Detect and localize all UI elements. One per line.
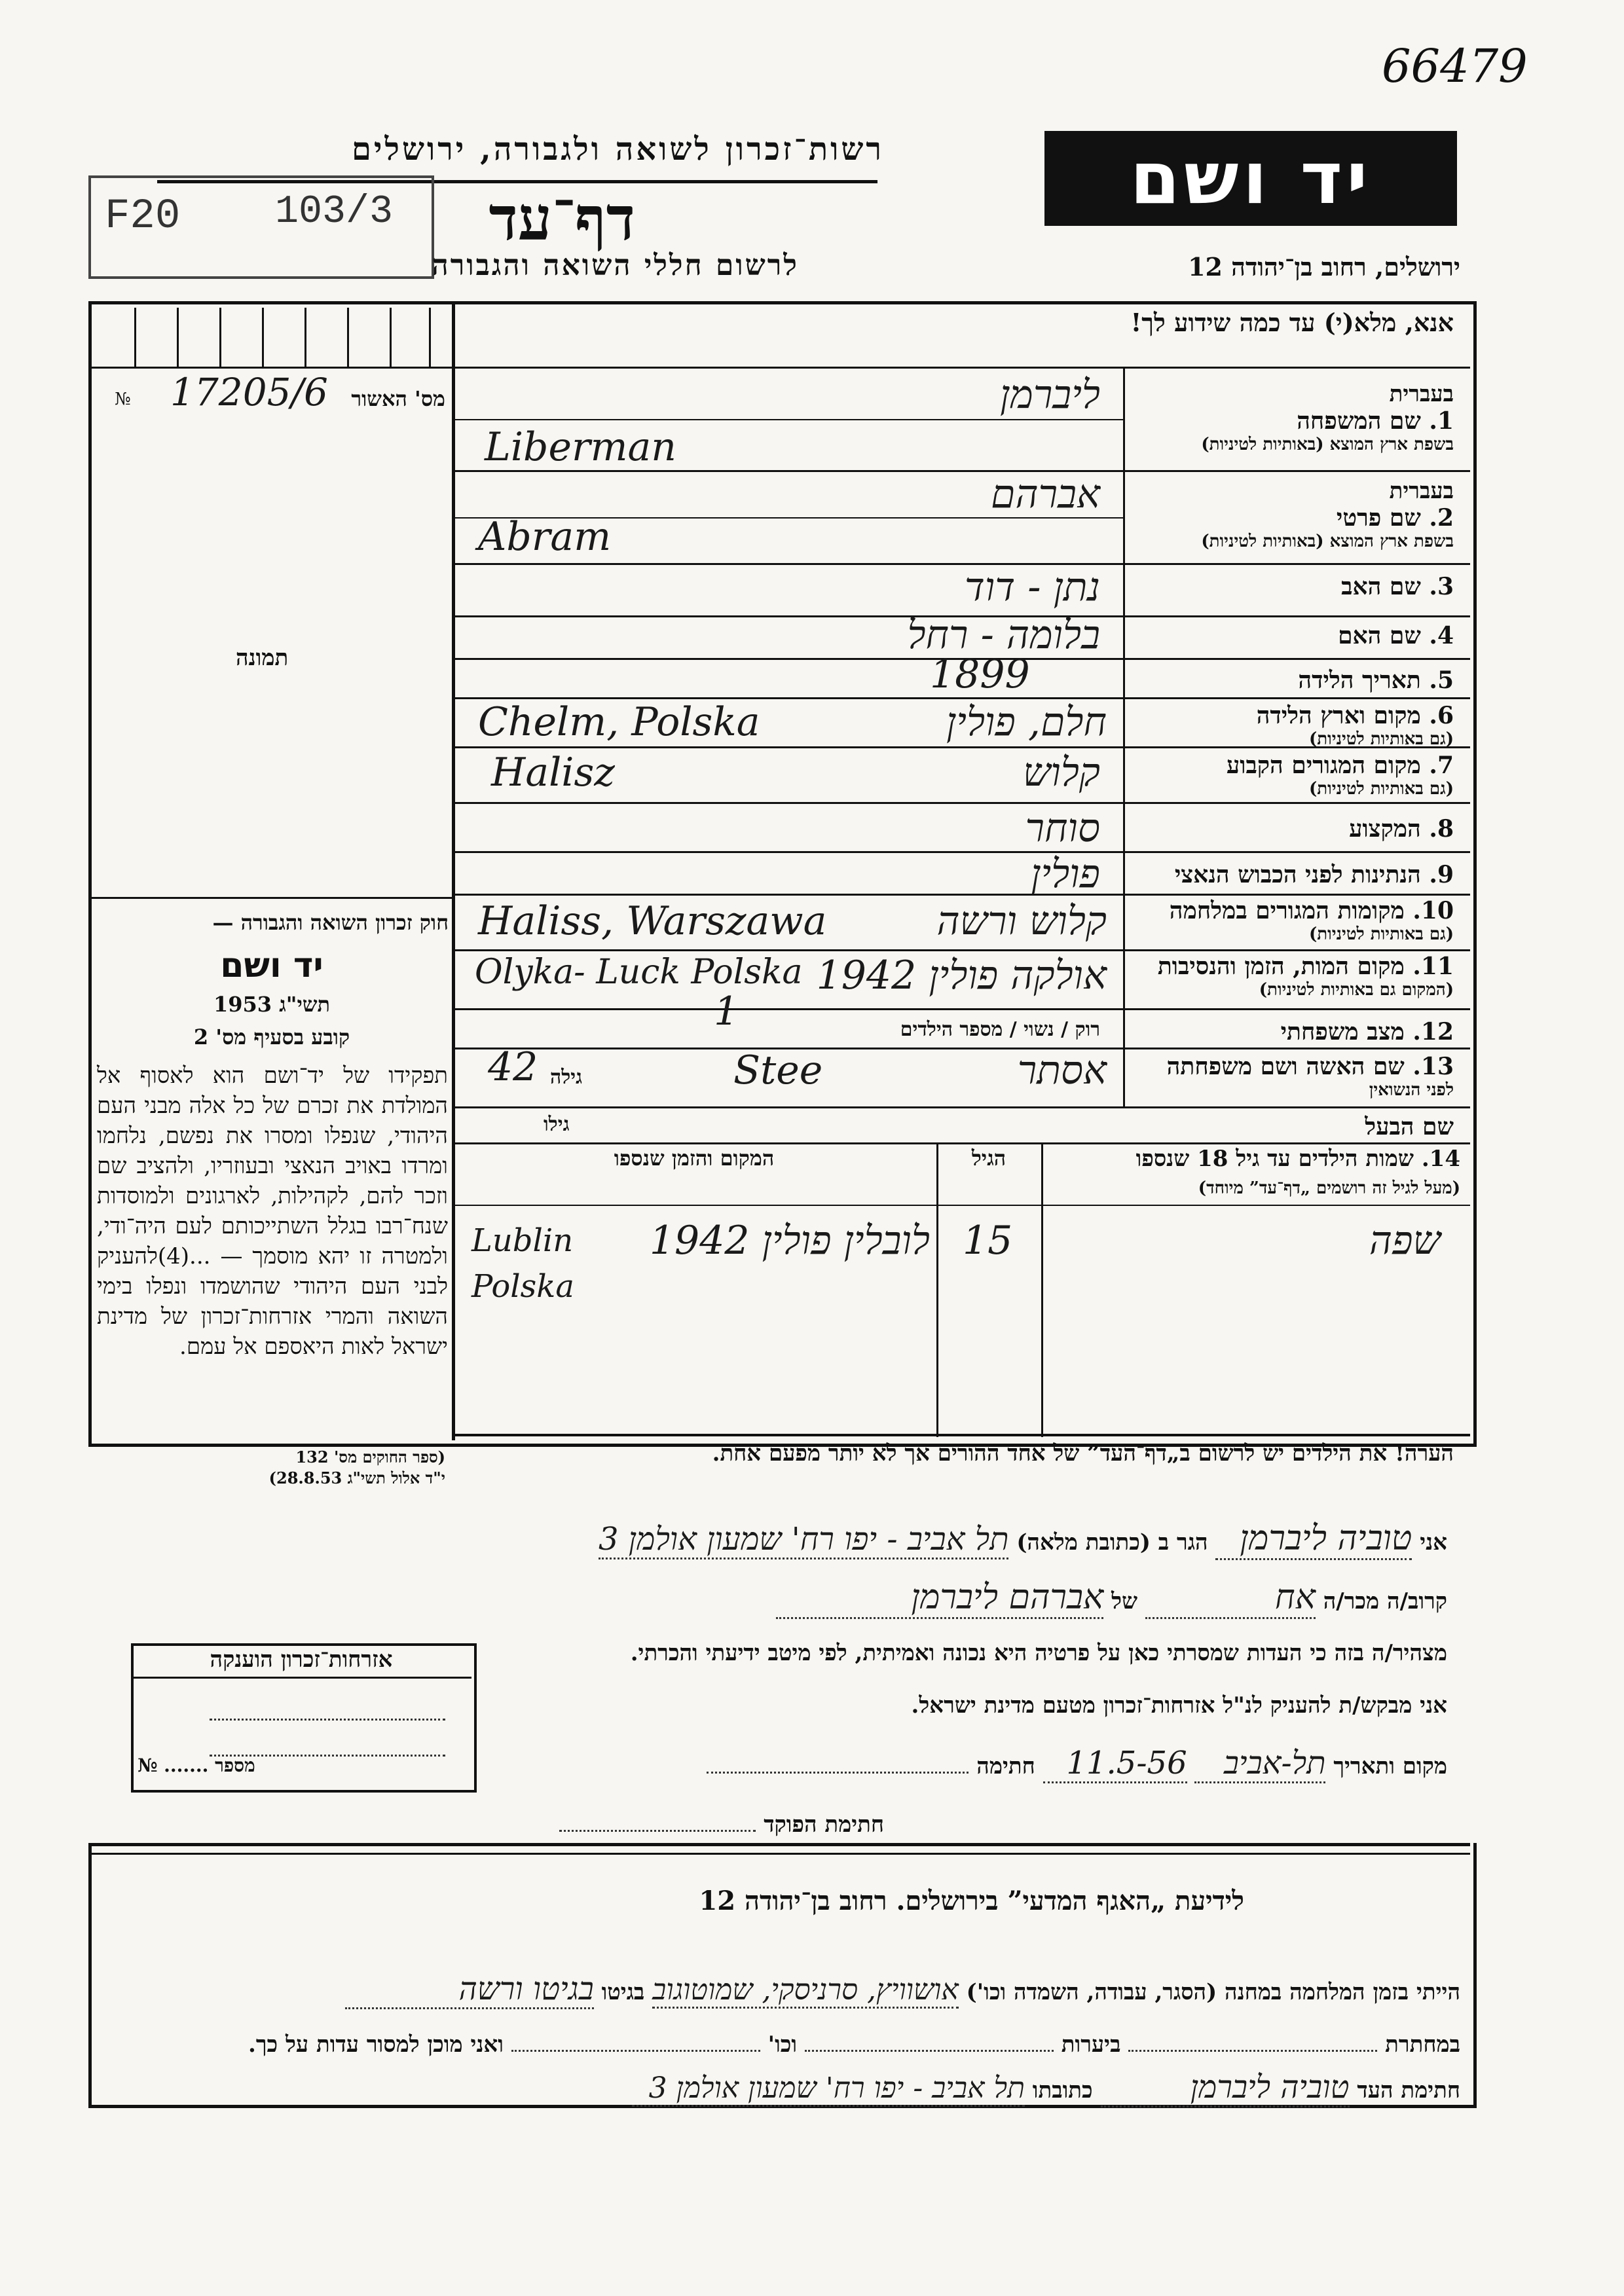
residence-latin: Halisz — [491, 750, 615, 795]
children-column-divider — [1041, 1142, 1043, 1437]
underground-line — [98, 2026, 1460, 2058]
children-number: 14. — [1421, 1146, 1460, 1172]
field-11-number: 11. — [1412, 953, 1454, 980]
children-count: 1 — [714, 989, 739, 1034]
field-9-number: 9. — [1429, 861, 1454, 888]
approval-number: 17205/6 — [170, 370, 328, 414]
medal-no-sign: № — [138, 1755, 158, 1776]
declaration-request: אני מבקש/ת להעניק לנ"ל אזרחות־זכרון מטעם מדינת ישראל. — [911, 1692, 1447, 1719]
medal-dotline — [210, 1719, 445, 1721]
field-4-label — [1113, 622, 1454, 649]
organization-line: רשות־זכרון לשואה ולגבורה, ירושלים — [351, 131, 884, 168]
relative-label: קרוב/ה מכר/ה — [1323, 1588, 1447, 1614]
child-death-place-hebrew: לובלין פולין 1942 — [649, 1218, 930, 1264]
residence-hebrew: קלוש — [1022, 750, 1100, 795]
field-5-label — [1113, 666, 1454, 694]
row-line — [455, 802, 1470, 804]
intro-instruction: אנא, מלא(י) עד כמה שידוע לך! — [1130, 308, 1454, 337]
law-reference-1: (ספר החוקים מס' 132 — [295, 1448, 445, 1467]
box-tick — [304, 308, 306, 367]
field-3-label — [1113, 573, 1454, 600]
death-place-latin: Olyka- Luck Polska — [475, 953, 803, 992]
family-name-latin: Liberman — [485, 424, 676, 470]
official-signature-label: חתימת הפוקד — [764, 1812, 884, 1838]
of-label: של — [1111, 1588, 1138, 1614]
wartime-residence-hebrew: קלוש ורשה — [936, 898, 1107, 944]
top-boxes-line — [92, 367, 452, 369]
birth-place-hebrew: חלם, פולין — [946, 699, 1107, 745]
field-12-title: מצב משפחתי — [1280, 1018, 1405, 1046]
medal-number-label: מספר — [215, 1755, 255, 1776]
children-header-line — [455, 1142, 1470, 1144]
children-age-header: הגיל — [971, 1146, 1006, 1171]
note-line — [455, 1434, 1470, 1436]
children-column-divider — [936, 1142, 938, 1437]
field-8-number: 8. — [1429, 815, 1454, 843]
declaration-statement: מצהיר/ה בזה כי העדות שמסרתי כאן על פרטיה היא נכונה ואמיתית, לפי מיטב ידיעתי והכרתי. — [630, 1640, 1447, 1666]
field-2-subtitle: בשפת ארץ המוצא (באותיות לטיניות) — [1201, 532, 1454, 551]
children-subtitle: (מעל לגיל זה רושמים „דף־עד” מיוחד) — [1198, 1178, 1460, 1198]
child-age: 15 — [963, 1218, 1013, 1264]
field-11-label — [1113, 953, 1454, 1000]
underground-field — [1128, 2026, 1377, 2052]
field-7-title: מקום המגורים הקבוע — [1226, 752, 1421, 779]
field-13-subtitle: לפני הנשואין — [1369, 1080, 1454, 1100]
residence-label: הגר ב (כתובת מלאה) — [1016, 1529, 1208, 1556]
etc-label: וכו' — [767, 2032, 798, 2058]
field-2-title: שם פרטי — [1336, 504, 1421, 532]
note-text: הערה! את הילדים יש לרשום ב„דף־העד” של אחד ההורים אך לא יותר מפעם אחת. — [712, 1440, 1454, 1467]
wife-age: 42 — [488, 1044, 538, 1090]
ghetto-label: בגיטו — [601, 1979, 645, 2005]
field-2-number: 2. — [1429, 504, 1454, 532]
box-tick — [347, 308, 349, 367]
field-2-label — [1113, 477, 1454, 551]
declaration-date: 11.5-56 — [1043, 1745, 1187, 1783]
box-tick — [262, 308, 264, 367]
declaration-place: תל-אביב — [1194, 1745, 1325, 1783]
field-4-title: שם האם — [1338, 622, 1421, 649]
declaration-place-date — [426, 1745, 1447, 1783]
declarant-name: טוביה ליברמן — [1215, 1519, 1412, 1560]
form-subtitle: לרשום חללי השואה והגבורה — [432, 249, 799, 282]
ghetto-value: בגיטו ורשה — [345, 1971, 594, 2009]
mother-name: בלומה - רחל — [907, 612, 1100, 658]
field-7-label — [1113, 752, 1454, 799]
field-9-title: הנתינות לפני הכבוש הנאצי — [1174, 861, 1421, 888]
field-8-title: המקצוע — [1349, 815, 1421, 843]
field-6-label — [1113, 702, 1454, 749]
witness-address-label: כתובתו — [1032, 2077, 1093, 2104]
marital-options: רוק / נשוי / מספר הילדים — [900, 1018, 1100, 1041]
law-reference-2: י"ד אלול תשי"ג 28.8.53) — [268, 1468, 445, 1487]
wartime-residence-latin: Haliss, Warszawa — [478, 898, 827, 944]
field-7-number: 7. — [1429, 752, 1454, 779]
birth-place-latin: Chelm, Polska — [478, 699, 760, 745]
children-title-text: שמות הילדים עד גיל 18 שנספו — [1135, 1146, 1414, 1172]
field-10-number: 10. — [1412, 897, 1454, 924]
archive-number: 66479 — [1382, 39, 1528, 93]
field-6-subtitle: (גם באותיות לטיניות) — [1308, 729, 1454, 749]
declaration-line-2 — [426, 1578, 1447, 1619]
column-divider — [452, 301, 455, 1440]
child-name: שפה — [1369, 1218, 1441, 1264]
field-3-title: שם האב — [1341, 573, 1421, 600]
signature-label: חתימה — [976, 1753, 1035, 1779]
forests-field — [805, 2026, 1054, 2052]
children-subheader-line — [455, 1205, 1470, 1206]
row-line — [455, 1008, 1470, 1010]
field-12-number: 12. — [1412, 1018, 1454, 1046]
field-11-title: מקום המות, הזמן והנסיבות — [1157, 953, 1405, 980]
row-line — [455, 367, 1470, 369]
official-signature-line — [559, 1804, 756, 1832]
field-1-hebrew-tag: בעברית — [1389, 381, 1454, 407]
war-camp-value: אושוויץ, סרניסקי, שמוטוגוב — [652, 1973, 959, 2009]
form-title: דף־עד — [489, 183, 635, 254]
witness-address: תל אביב - יפו רח' שמעון אולמן 3 — [632, 2071, 1025, 2107]
law-text: תפקידו של יד־ושם הוא לאסוף אל המולדת את זכרם של כל אלה מבני העם היהודי, שנפלו ומסרו את נפשם, נלחמו ומרדו באויב הנאצי ובעוזריו, ולהציב שם וזכר להם, לקהילות, לארגונים ולמוסדות שנח־רבו בגלל השתייכותם לעם היה־ודי, ולמטרה זו יהא מוסמך — ...(4)להעניק לבני העם היהודי שהושמדו ונפלו בימי השואה והמרי אזרחות־זכרון של מדינת ישראל לאות היאספם אל עמם. — [97, 1063, 448, 1360]
field-5-number: 5. — [1429, 666, 1454, 694]
husband-age-label: גילו — [544, 1113, 570, 1136]
field-13-title: שם האשה ושם משפחתה — [1166, 1053, 1405, 1080]
stamp-prefix: F20 — [105, 193, 181, 240]
declarant-address: תל אביב - יפו רח' שמעון אולמן 3 — [599, 1521, 1009, 1559]
declaration-line-1 — [426, 1519, 1447, 1560]
medal-number: № ....... מספר — [138, 1755, 255, 1776]
war-camp-line — [98, 1971, 1460, 2009]
separator-line — [88, 1853, 1470, 1855]
field-1-label — [1113, 380, 1454, 454]
box-tick — [429, 308, 431, 367]
scientific-department-title: לידיעת „האגף המדעי” בירושלים. רחוב בן־יהודה 12 — [699, 1886, 1244, 1916]
photo-divider — [92, 897, 452, 899]
field-6-number: 6. — [1429, 702, 1454, 729]
photo-label: תמונה — [236, 645, 289, 671]
memorial-citizenship-title: אזרחות־זכרון הוענקה — [131, 1647, 471, 1679]
child-death-place-latin: Lublin Polska — [471, 1222, 574, 1305]
field-4-number: 4. — [1429, 622, 1454, 649]
field-12-label — [1113, 1018, 1454, 1046]
field-11-subtitle: (המקום גם באותיות לטיניות) — [1259, 980, 1454, 1000]
box-tick — [134, 308, 136, 367]
field-1-number: 1. — [1429, 407, 1454, 435]
approval-no-sign: № — [115, 390, 131, 409]
sub-row-line — [455, 419, 1123, 420]
law-section: קובע בסעיף מס' 2 — [193, 1025, 350, 1049]
field-5-title: תאריך הלידה — [1298, 666, 1421, 694]
official-signature — [426, 1804, 884, 1838]
witness-signature: טוביה ליברמן — [1101, 2069, 1350, 2107]
etc-field — [511, 2026, 760, 2052]
father-name: נתן - דוד — [964, 564, 1100, 610]
witness-signature-label: חתימת העד — [1357, 2077, 1460, 2104]
box-tick — [390, 308, 392, 367]
field-13-label — [1113, 1053, 1454, 1100]
law-title: חוק זכרון השואה והגבורה — — [212, 910, 449, 935]
field-10-subtitle: (גם באותיות לטיניות) — [1308, 924, 1454, 944]
field-2-hebrew-tag: בעברית — [1389, 478, 1454, 504]
relation-value: אח — [1145, 1578, 1316, 1619]
box-tick — [177, 308, 179, 367]
field-9-label — [1113, 861, 1454, 888]
first-name-latin: Abram — [478, 514, 612, 560]
ready-label: ואני מוכן למסור עדות על כך. — [248, 2032, 504, 2058]
yad-vashem-logo: יד ושם — [1044, 131, 1457, 226]
field-6-title: מקום וארץ הלידה — [1256, 702, 1421, 729]
field-3-number: 3. — [1429, 573, 1454, 600]
children-place-header: המקום והזמן שנספו — [614, 1146, 775, 1171]
wife-age-label: גילה — [550, 1066, 583, 1089]
law-name: יד ושם — [220, 946, 323, 985]
wife-name-latin: Stee — [733, 1048, 823, 1093]
field-7-subtitle: (גם באותיות לטיניות) — [1308, 779, 1454, 799]
field-13-number: 13. — [1412, 1053, 1454, 1080]
field-1-subtitle: בשפת ארץ המוצא (באותיות לטיניות) — [1201, 435, 1454, 454]
field-1-title: שם המשפחה — [1297, 407, 1421, 435]
forests-label: ביערות — [1061, 2032, 1121, 2058]
place-date-label: מקום ותאריך — [1333, 1753, 1447, 1779]
address: ירושלים, רחוב בן־יהודה 12 — [1188, 252, 1460, 282]
death-place-hebrew: אולקה פולין 1942 — [816, 953, 1107, 998]
approval-number-label: מס' האשור — [351, 386, 445, 411]
nationality: פולין — [1031, 851, 1100, 897]
profession: סוחר — [1025, 805, 1100, 851]
declarant-label: אני — [1420, 1529, 1447, 1556]
underground-label: במחתרת — [1385, 2032, 1460, 2058]
row-line — [455, 1106, 1470, 1108]
children-title — [1048, 1146, 1460, 1172]
field-10-title: מקומות המגורים במלחמה — [1169, 897, 1405, 924]
birth-date: 1899 — [930, 651, 1030, 697]
victim-name: אברהם ליברמן — [776, 1578, 1103, 1619]
separator-line — [88, 1843, 1470, 1846]
husband-label: שם הבעל — [1365, 1113, 1454, 1140]
wife-name-hebrew: אסתר — [1017, 1048, 1107, 1093]
witness-line — [98, 2069, 1460, 2107]
stamp-number: 103/3 — [275, 190, 394, 234]
field-10-label — [1113, 897, 1454, 944]
box-tick — [219, 308, 221, 367]
family-name-hebrew: ליברמן — [999, 372, 1100, 418]
war-camp-label: הייתי בזמן המלחמה במחנה (הסגר, עבודה, השמדה וכו') — [966, 1979, 1460, 2005]
law-reference — [98, 1447, 445, 1489]
row-line — [455, 949, 1470, 951]
first-name-hebrew: אברהם — [991, 471, 1100, 517]
law-year: תשי"ג 1953 — [213, 992, 330, 1017]
field-8-label — [1113, 815, 1454, 843]
signature-line — [707, 1745, 969, 1774]
